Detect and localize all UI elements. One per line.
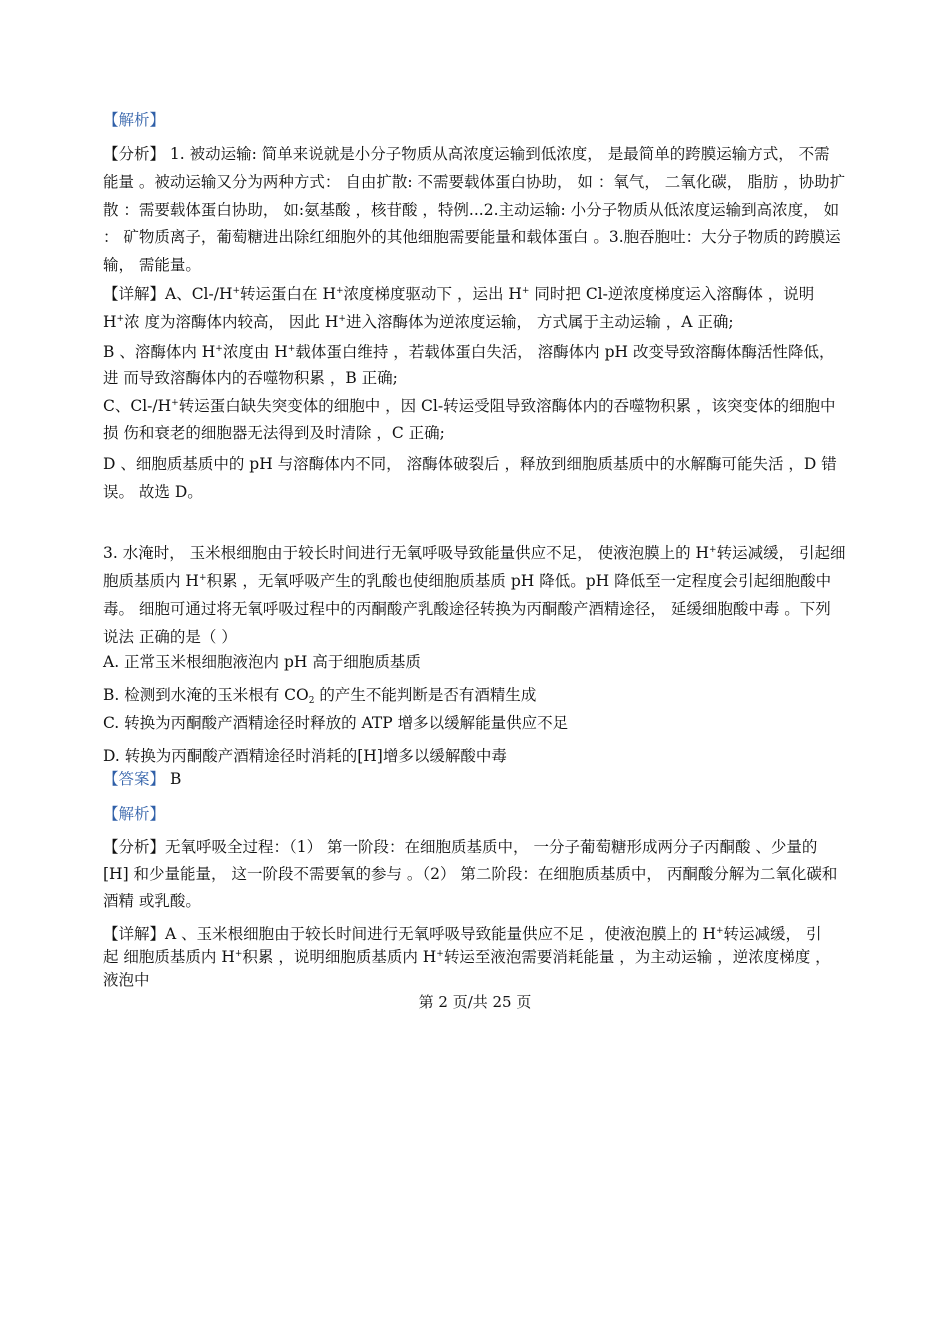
detail-d-line-1: D 、细胞质基质中的 pH 与溶酶体内不同， 溶酶体破裂后 ，释放到细胞质基质中的水解酶可能失活 ，D 错 — [103, 455, 837, 473]
option-a: A. 正常玉米根细胞液泡内 pH 高于细胞质基质 — [103, 653, 421, 671]
analysis-line-2: 能量 。被动运输又分为两种方式： 自由扩散: 不需要载体蛋白协助， 如 ：氧气， 二氧化碳， 脂肪 ，协助扩 — [103, 173, 846, 191]
q3-analysis-line-3: 酒精 或乳酸。 — [103, 892, 201, 910]
option-c: C. 转换为丙酮酸产酒精途径时释放的 ATP 增多以缓解能量供应不足 — [103, 714, 569, 732]
analysis-line-1: 【分析】 1. 被动运输: 简单来说就是小分子物质从高浓度运输到低浓度， 是最简单的跨膜运输方式， 不需 — [103, 145, 830, 163]
q3-detail-line-1: 【详解】A 、玉米根细胞由于较长时间进行无氧呼吸导致能量供应不足 ，使液泡膜上的 H+转运减缓， 引 — [103, 925, 822, 943]
detail-c-line-1: C、Cl-/H+转运蛋白缺失突变体的细胞中 ，因 Cl-转运受阻导致溶酶体内的吞噬物积累 ，该突变体的细胞中 — [103, 397, 836, 415]
q3-analysis-line-1: 【分析】无氧呼吸全过程：（1） 第一阶段：在细胞质基质中， 一分子葡萄糖形成两分子丙酮酸 、少量的 — [103, 838, 818, 856]
detail-a-line-2: H+浓 度为溶酶体内较高， 因此 H+进入溶酶体为逆浓度运输， 方式属于主动运输 ，A 正确; — [103, 313, 734, 331]
question-3-stem-line-4: 说法 正确的是（ ） — [103, 628, 237, 646]
question-3-stem-line-3: 毒。 细胞可通过将无氧呼吸过程中的丙酮酸产乳酸途径转换为丙酮酸产酒精途径， 延缓细胞酸中毒 。下列 — [103, 600, 831, 618]
detail-c-line-2: 损 伤和衰老的细胞器无法得到及时清除 ，C 正确; — [103, 424, 445, 442]
detail-b-line-1: B 、溶酶体内 H+浓度由 H+载体蛋白维持 ，若载体蛋白失活， 溶酶体内 pH 改变导致溶酶体酶活性降低， — [103, 343, 835, 361]
answer-line — [103, 769, 181, 789]
question-3-stem-line-2: 胞质基质内 H+积累 ，无氧呼吸产生的乳酸也使细胞质基质 pH 降低。pH 降低至一定程度会引起细胞酸中 — [103, 572, 832, 590]
option-d: D. 转换为丙酮酸产酒精途径时消耗的[H]增多以缓解酸中毒 — [103, 747, 507, 765]
analysis-line-3: 散 ：需要载体蛋白协助， 如:氨基酸 ，核苷酸 ，特例...2.主动运输: 小分子物质从低浓度运输到高浓度， 如 — [103, 201, 840, 219]
detail-d-line-2: 误。 故选 D。 — [103, 483, 203, 501]
analysis-line-4: ： 矿物质离子，葡萄糖进出除红细胞外的其他细胞需要能量和载体蛋白 。3.胞吞胞吐：大分子物质的跨膜运 — [103, 228, 841, 246]
q3-detail-line-3: 液泡中 — [103, 971, 150, 989]
detail-b-line-2: 进 而导致溶酶体内的吞噬物积累 ，B 正确; — [103, 369, 398, 387]
analysis-line-5: 输， 需能量。 — [103, 256, 201, 274]
question-3-stem-line-1: 3. 水淹时， 玉米根细胞由于较长时间进行无氧呼吸导致能量供应不足， 使液泡膜上的 H+转运减缓， 引起细 — [103, 544, 846, 562]
detail-a-line-1: 【详解】A、Cl-/H+转运蛋白在 H+浓度梯度驱动下 ，运出 H+ 同时把 Cl-逆浓度梯度运入溶酶体 ，说明 — [103, 285, 815, 303]
answer-value: B — [165, 770, 182, 788]
q3-detail-line-2: 起 细胞质基质内 H+积累 ，说明细胞质基质内 H+转运至液泡需要消耗能量 ，为主动运输 ，逆浓度梯度 ， — [103, 948, 831, 966]
page-footer: 第 2 页/共 25 页 — [418, 993, 532, 1011]
jiexi-label-q3: 【解析】 — [103, 805, 166, 823]
q3-analysis-line-2: [H] 和少量能量， 这一阶段不需要氧的参与 。（2） 第二阶段：在细胞质基质中， 丙酮酸分解为二氧化碳和 — [103, 865, 838, 883]
answer-label: 【答案】 — [103, 770, 166, 788]
option-b: B. 检测到水淹的玉米根有 $CO_2$ 的产生不能判断是否有酒精生成 — [103, 686, 537, 706]
jiexi-label: 【解析】 — [103, 111, 166, 129]
